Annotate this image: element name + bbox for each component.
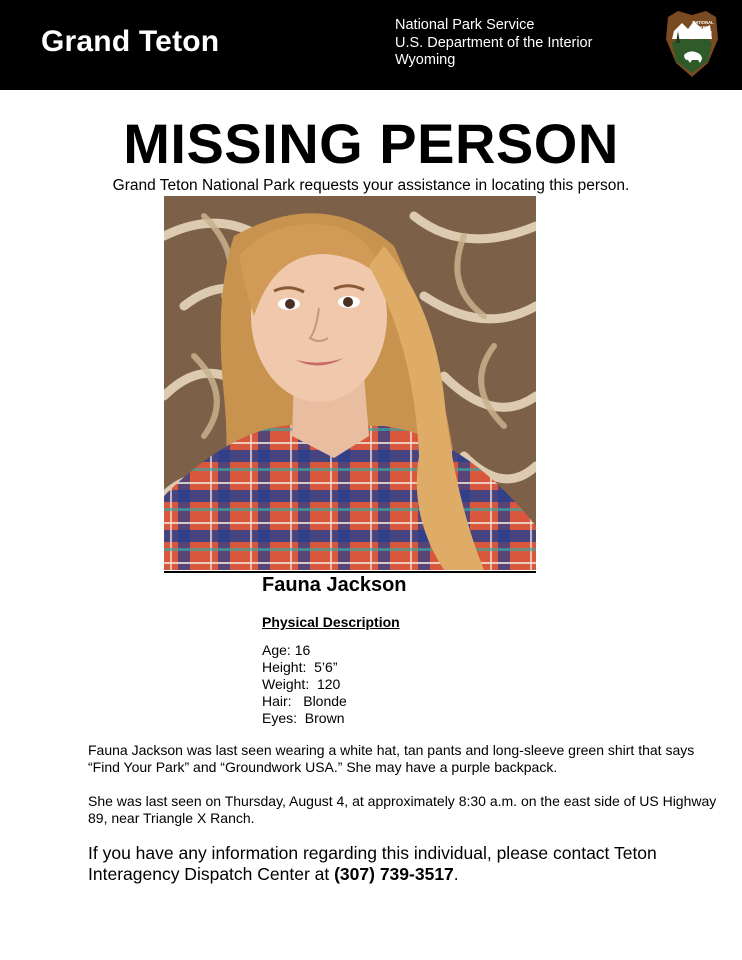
person-photo-illustration [164,196,536,570]
park-title: Grand Teton [41,25,220,58]
physical-details [262,642,347,727]
contact-paragraph [88,843,728,885]
physical-description-heading: Physical Description [262,614,400,630]
missing-person-headline: MISSING PERSON [123,112,619,175]
logo-text-park: PARK [697,25,709,30]
last-seen-paragraph: She was last seen on Thursday, August 4, at approximately 8:30 a.m. on the east side of US Highway 89, near Triangle X Ranch. [88,793,717,826]
nps-arrowhead-logo [664,9,720,79]
contact-suffix: . [453,864,459,884]
logo-text-service: SERVICE [693,30,713,35]
detail-age: Age: 16 [262,642,311,658]
agency-line-state: Wyoming [395,52,456,68]
agency-line-nps: National Park Service [395,17,535,33]
logo-text-national: NATIONAL [692,20,714,25]
agency-line-doi: U.S. Department of the Interior [395,34,593,51]
contact-text: If you have any information regarding this individual, please contact Teton Interagency Dispatch Center at [88,843,657,884]
detail-eyes: Eyes: Brown [262,710,345,726]
detail-hair: Hair: Blonde [262,693,347,709]
dispatch-phone-number: (307) 739-3517 [334,864,454,884]
person-photo [164,196,536,570]
agency-block [395,17,592,70]
detail-weight: Weight: 120 [262,676,341,692]
detail-height: Height: 5’6” [262,659,338,675]
photo-divider [164,571,536,573]
header-bar [0,0,742,90]
request-subheadline: Grand Teton National Park requests your assistance in locating this person. [112,177,630,194]
person-name: Fauna Jackson [262,574,407,596]
clothing-paragraph: Fauna Jackson was last seen wearing a white hat, tan pants and long-sleeve green shirt that says “Find Your Park” and “Groundwork USA.” She may have a purple backpack. [88,742,695,775]
